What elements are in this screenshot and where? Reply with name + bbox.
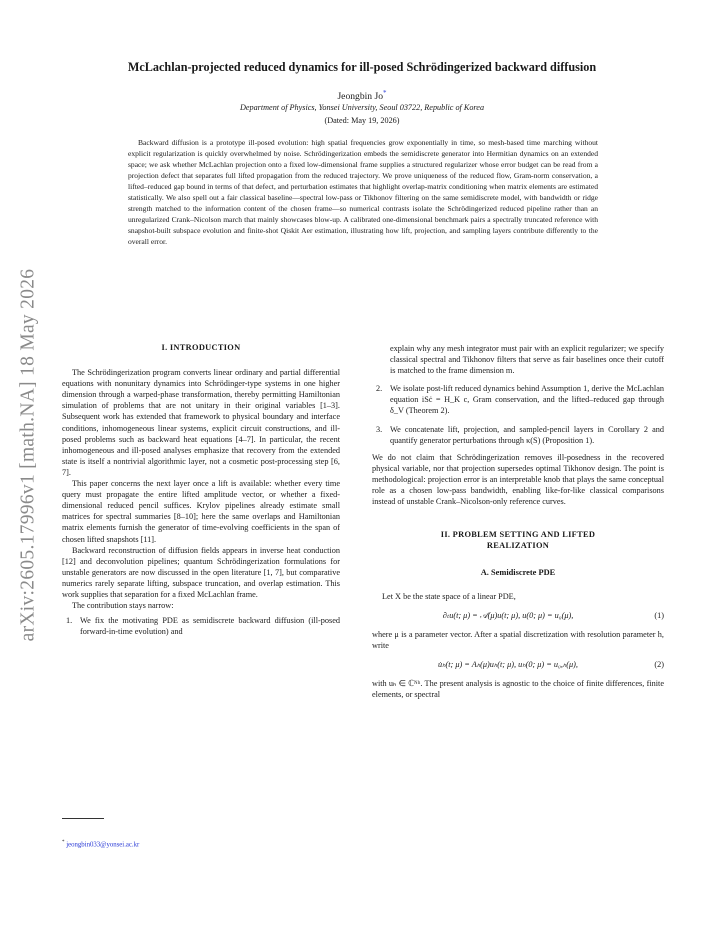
arxiv-stamp-text: arXiv:2605.17996v1 [math.NA] 18 May 2026: [17, 268, 39, 642]
dated-line: (Dated: May 19, 2026): [324, 116, 400, 125]
right-column: [372, 343, 664, 700]
footnote-rule: [62, 818, 104, 819]
author-email-link[interactable]: jeongbin033@yonsei.ac.kr: [66, 841, 140, 849]
equation-2: [372, 659, 664, 670]
agnostic-paragraph: with uₕ ∈ ℂᴺʰ. The present analysis is agnostic to the choice of finite differences, finite elements, or spectral: [372, 678, 664, 700]
intro-paragraph-4: The contribution stays narrow:: [72, 601, 174, 611]
state-space-paragraph: Let X be the state space of a linear PDE,: [382, 591, 516, 601]
abstract: Backward diffusion is a prototype ill-posed evolution: high spatial frequencies grow exponentially in time, so mesh-based time marching without explicit regularization is quickly overwhelmed by noise. Schrödingerization embeds the semidiscrete generator into Hermitian dynamics on an extended space; we ask whether McLachlan projection onto a fixed low-dimensional frame supplies a structured regularizer whose error budget can be read from a projection defect that separates full lifted propagation from the reduced trajectory. We prove uniqueness of the reduced flow, Gram-norm conservation, a lifted–reduced gap bound in terms of that defect, and perturbation estimates that highlight overlap-matrix conditioning when matrix elements are estimated statistically. We also spell out a fair classical baseline—spectral low-pass or Tikhonov filtering on the same semidiscrete model, with bandwidth or ridge strength matched to the information content of the chosen frame—so numerical contrasts isolate the Schrödingerized reduced pipeline rather than an unregularized Crank–Nicolson march that mainly showcases blow-up. A calibrated one-dimensional benchmark pairs a spectrally truncated reference with snapshot-built subspace evolution and finite-shot Qiskit Aer estimation, illustrating how lift, projection, and sampling layers contribute differently to the overall error.: [128, 138, 598, 246]
equation-1: [372, 610, 664, 621]
affiliation: Department of Physics, Yonsei University, Seoul 03722, Republic of Korea: [239, 103, 485, 112]
list-item: [372, 383, 664, 416]
claim-paragraph: We do not claim that Schrödingerization removes ill-posedness in the recovered physical variable, nor that projection supersedes optimal Tikhonov design. The point is methodological: projection error is an interpretable knob that plays the same conceptual role as a chosen low-pass bandwidth, enabling like-for-like classical comparisons instead of unstable Crank–Nicolson-only reference curves.: [372, 452, 664, 507]
arxiv-identifier-stamp: [8, 225, 48, 685]
subsection-heading-semidiscrete: A. Semidiscrete PDE: [480, 568, 556, 578]
intro-paragraph-1: The Schrödingerization program converts linear ordinary and partial differential equations with nonunitary dynamics into Schrödinger-type systems in one higher dimension through a warped-phase transformation, thereby permitting Hamiltonian simulation of problems that are not unitary in their original variables [1–3]. Subsequent work has extended that framework to physical boundary and interface conditions, inhomogeneous linear systems, explicit circuit constructions, and ill-posed problems such as backward heat equations [4–7]. In particular, the recent inhomogeneous and ill-posed analyses emphasize that recovery from the extended state is itself a nontrivial algorithmic layer, not a cosmetic post-processing step [6, 7].: [62, 368, 340, 477]
list-item-number: 1.: [66, 616, 73, 626]
author-name: Jeongbin Jo: [337, 91, 384, 103]
list-item-continuation: explain why any mesh integrator must pair with an explicit regularizer; we specify classical spectral and Tikhonov filters that serve as fair baselines once their cutoff is matched to the frame dimension m.: [390, 344, 664, 376]
contribution-list: [62, 615, 340, 637]
section-heading-problem-setting: II. PROBLEM SETTING AND LIFTED REALIZATION: [440, 530, 596, 551]
list-item: [62, 615, 340, 637]
paper-title: McLachlan-projected reduced dynamics for ill-posed Schrödingerized backward diffusion: [127, 60, 597, 74]
footnote: [62, 840, 139, 848]
parameter-paragraph: where μ is a parameter vector. After a spatial discretization with resolution parameter h, write: [372, 629, 664, 650]
list-item-number: 2.: [376, 384, 383, 394]
author-line: [60, 89, 664, 102]
author-footnote-mark[interactable]: *: [383, 89, 387, 97]
list-item-text: We fix the motivating PDE as semidiscrete backward diffusion (ill-posed forward-in-time evolution) and: [80, 616, 340, 637]
intro-paragraph-3: Backward reconstruction of diffusion fields appears in inverse heat conduction [12] and deconvolution pipelines; quantum Schrödingerization formulations for unstable generators are now discussed in the open literature [1, 7], but comparative numerics rarely separate lifting, subspace truncation, and overlap estimation. This work supplies that separation for a fixed McLachlan frame.: [62, 545, 340, 599]
list-item-number: 3.: [376, 424, 383, 434]
intro-paragraph-2: This paper concerns the next layer once a lift is available: whether every time query must propagate the entire lifted amplitude vector, or whether a fixed-dimensional reduced pencil suffices. Krylov pipelines already estimate small matrices for spectral summaries [8–10]; here the same overlaps and Hamiltonian matrix elements furnish the generator of time-evolving coefficients in the span of chosen lifted snapshots [11].: [62, 479, 340, 544]
list-item-text: We isolate post-lift reduced dynamics behind Assumption 1, derive the McLachlan equation iSċ = H_K c, Gram conservation, and the lifted–reduced gap through δ_V (Theorem 2).: [390, 384, 664, 416]
equation-1-number: (1): [654, 610, 664, 620]
left-column: [62, 342, 340, 637]
equation-1-body: ∂ₜu(t; μ) = 𝒜(μ)u(t; μ), u(0; μ) = u₀(μ),: [442, 610, 574, 620]
equation-2-body: u̇ₕ(t; μ) = Aₕ(μ)uₕ(t; μ), uₕ(0; μ) = u₀,ₕ(μ),: [438, 659, 578, 669]
list-item: [372, 424, 664, 446]
list-item-text: We concatenate lift, projection, and sampled-pencil layers in Corollary 2 and quantify generator perturbations through κ(S) (Proposition 1).: [390, 424, 664, 445]
contribution-list-continued: [372, 383, 664, 445]
equation-2-number: (2): [654, 659, 664, 669]
footnote-mark: *: [62, 840, 65, 845]
section-heading-introduction: I. INTRODUCTION: [161, 343, 241, 352]
